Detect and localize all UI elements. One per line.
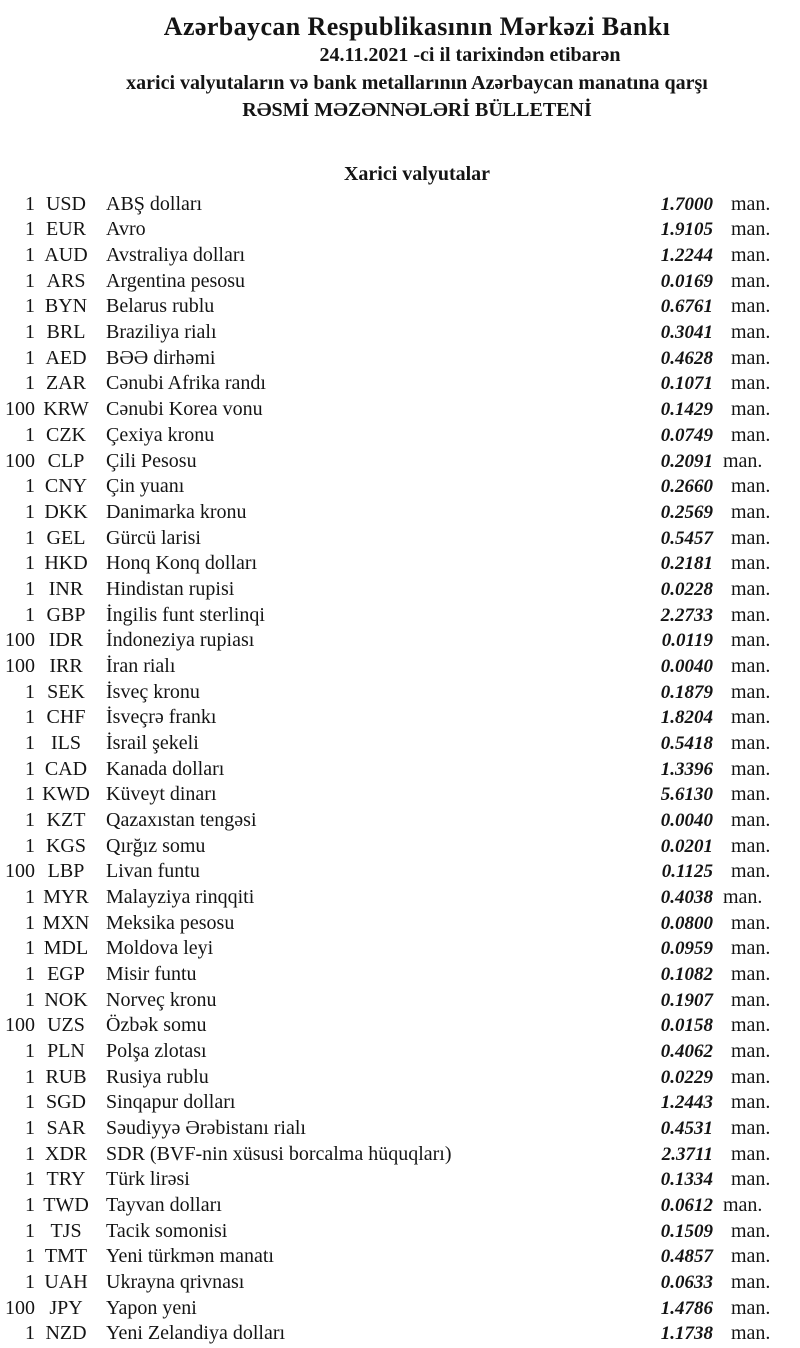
rate-quantity: 1	[25, 885, 35, 908]
rate-value: 1.9105	[660, 219, 713, 241]
currency-code: CNY	[44, 475, 88, 498]
rate-row	[0, 1065, 800, 1091]
unit-label: man.	[731, 372, 771, 395]
unit-label: man.	[731, 1168, 771, 1191]
currency-code: USD	[45, 192, 86, 215]
rate-row	[0, 962, 800, 988]
rate-row	[0, 1270, 800, 1296]
rate-row	[0, 1167, 800, 1193]
rate-value: 0.2660	[660, 476, 713, 498]
rate-quantity: 1	[25, 1091, 35, 1114]
currency-name: İran rialı	[106, 654, 176, 677]
currency-code: JPY	[49, 1296, 83, 1319]
currency-code: KGS	[45, 834, 86, 857]
currency-name: Belarus rublu	[106, 295, 215, 318]
currency-name: Türk lirəsi	[106, 1168, 190, 1191]
rate-row	[0, 192, 800, 218]
rate-quantity: 1	[25, 577, 35, 600]
currency-code: AUD	[44, 244, 88, 267]
unit-label: man.	[731, 654, 771, 677]
rate-quantity: 1	[25, 295, 35, 318]
unit-label: man.	[731, 1065, 771, 1088]
rate-value: 1.3396	[660, 758, 713, 780]
unit-label: man.	[731, 937, 771, 960]
currency-code: EGP	[47, 962, 85, 985]
currency-code: RUB	[45, 1065, 87, 1088]
unit-label: man.	[731, 706, 771, 729]
rate-row	[0, 1193, 800, 1219]
bulletin-title: RƏSMİ MƏZƏNNƏLƏRİ BÜLLETENİ	[242, 99, 592, 122]
currency-code: BYN	[44, 295, 88, 318]
rate-quantity: 1	[25, 1271, 35, 1293]
rate-value: 0.1125	[661, 861, 713, 883]
rate-quantity: 1	[25, 475, 35, 498]
currency-code: CLP	[47, 449, 85, 472]
currency-code: UAH	[44, 1271, 88, 1293]
currency-code: CAD	[44, 757, 88, 780]
currency-name: Moldova leyi	[106, 937, 214, 960]
rate-quantity: 1	[25, 911, 35, 934]
currency-code: ARS	[46, 269, 86, 292]
rate-quantity: 1	[25, 1065, 35, 1088]
rate-value: 1.2244	[660, 245, 713, 267]
rate-value: 0.4531	[660, 1117, 713, 1139]
rate-row	[0, 346, 800, 372]
rate-value: 0.0959	[660, 938, 713, 960]
rate-value: 0.1509	[660, 1220, 713, 1242]
rate-value: 1.2443	[660, 1092, 713, 1114]
currency-name: Meksika pesosu	[106, 911, 235, 934]
rate-row	[0, 1244, 800, 1270]
rate-quantity: 1	[25, 1168, 35, 1191]
rate-value: 5.6130	[660, 784, 713, 806]
subject-line: xarici valyutaların və bank metallarının Azərbaycan manatına qarşı	[126, 71, 708, 94]
rate-quantity: 1	[25, 783, 35, 806]
currency-name: İngilis funt sterlinqi	[106, 603, 265, 626]
unit-label: man.	[731, 783, 771, 806]
rate-value: 0.4062	[660, 1040, 713, 1062]
rate-value: 1.1738	[660, 1323, 713, 1345]
currency-code: EUR	[46, 218, 86, 241]
currency-code: KWD	[42, 783, 90, 806]
rate-quantity: 100	[5, 1014, 35, 1037]
rate-quantity: 1	[25, 526, 35, 549]
rate-value: 0.0040	[660, 809, 713, 831]
unit-label: man.	[731, 1116, 771, 1139]
unit-label: man.	[731, 244, 771, 267]
rate-value: 0.3041	[660, 322, 713, 344]
currency-code: SEK	[47, 680, 85, 703]
unit-label: man.	[731, 834, 771, 857]
unit-label: man.	[731, 1142, 771, 1165]
unit-label: man.	[731, 192, 771, 215]
rate-value: 0.4628	[660, 347, 713, 369]
unit-label: man.	[731, 526, 771, 549]
currency-code: TWD	[43, 1193, 89, 1216]
rate-quantity: 100	[5, 860, 35, 883]
unit-label: man.	[731, 629, 771, 652]
currency-code: IDR	[48, 629, 84, 652]
currency-name: Özbək somu	[106, 1014, 207, 1037]
currency-name: Qazaxıstan tengəsi	[106, 808, 257, 831]
bank-title: Azərbaycan Respublikasının Mərkəzi Bankı	[163, 12, 671, 41]
currency-name: Yapon yeni	[106, 1296, 197, 1319]
rate-row	[0, 1039, 800, 1065]
rate-row	[0, 1219, 800, 1245]
unit-label: man.	[731, 1219, 771, 1242]
rate-quantity: 1	[25, 603, 35, 626]
rate-quantity: 1	[25, 757, 35, 780]
effective-date-line: 24.11.2021 -ci il tarixindən etibarən	[319, 44, 621, 66]
unit-label: man.	[731, 218, 771, 241]
rate-quantity: 1	[25, 552, 35, 575]
currency-name: Səudiyyə Ərəbistanı rialı	[106, 1116, 306, 1139]
rate-row	[0, 628, 800, 654]
currency-code: GBP	[46, 603, 86, 626]
currency-name: Avstraliya dolları	[106, 244, 246, 267]
rate-row	[0, 988, 800, 1014]
rate-row	[0, 294, 800, 320]
currency-code: SGD	[45, 1091, 86, 1114]
currency-code: TRY	[46, 1168, 86, 1191]
rate-row	[0, 680, 800, 706]
unit-label: man.	[731, 295, 771, 318]
rate-value: 0.1879	[660, 681, 713, 703]
unit-label: man.	[731, 500, 771, 523]
currency-code: MYR	[43, 885, 89, 908]
rate-value: 0.1071	[660, 373, 713, 395]
currency-code: IRR	[49, 654, 83, 677]
currency-name: Misir funtu	[106, 962, 197, 985]
rate-value: 0.0119	[661, 630, 713, 652]
currency-code: DKK	[44, 500, 88, 523]
currency-name: BƏƏ dirhəmi	[106, 346, 216, 369]
currency-name: Livan funtu	[106, 860, 200, 883]
currency-code: XDR	[44, 1142, 88, 1165]
rate-row	[0, 500, 800, 526]
rate-quantity: 1	[25, 500, 35, 523]
currency-code: AED	[45, 346, 87, 369]
rate-value: 0.0612	[660, 1194, 713, 1216]
currency-name: Cənubi Afrika randı	[106, 372, 266, 395]
unit-label: man.	[723, 449, 763, 472]
currency-name: İsrail şekeli	[106, 731, 199, 754]
currency-code: NOK	[44, 988, 88, 1011]
rate-row	[0, 423, 800, 449]
rate-value: 0.6761	[660, 296, 713, 318]
rate-row	[0, 320, 800, 346]
rate-quantity: 1	[25, 988, 35, 1011]
rate-value: 0.1429	[660, 399, 713, 421]
unit-label: man.	[731, 1039, 771, 1062]
rate-quantity: 1	[25, 244, 35, 267]
currency-code: HKD	[44, 552, 88, 575]
section-title-foreign-currencies: Xarici valyutalar	[343, 162, 491, 185]
currency-name: Sinqapur dolları	[106, 1091, 236, 1114]
rate-quantity: 1	[25, 269, 35, 292]
rate-quantity: 1	[25, 321, 35, 344]
unit-label: man.	[723, 885, 763, 908]
rate-row	[0, 911, 800, 937]
rate-quantity: 100	[5, 654, 35, 677]
rate-quantity: 1	[25, 680, 35, 703]
unit-label: man.	[731, 552, 771, 575]
unit-label: man.	[731, 321, 771, 344]
rate-quantity: 1	[25, 218, 35, 241]
unit-label: man.	[731, 731, 771, 754]
rate-row	[0, 757, 800, 783]
rate-quantity: 1	[25, 192, 35, 215]
currency-name: Küveyt dinarı	[106, 783, 217, 806]
rate-value: 0.1082	[660, 963, 713, 985]
rate-value: 1.8204	[660, 707, 713, 729]
unit-label: man.	[731, 346, 771, 369]
currency-name: Malayziya rinqqiti	[106, 885, 255, 908]
rate-row	[0, 551, 800, 577]
rate-value: 0.0633	[660, 1272, 713, 1293]
rate-value: 0.5418	[660, 732, 713, 754]
currency-name: Gürcü larisi	[106, 526, 201, 549]
currency-code: PLN	[47, 1039, 85, 1062]
currency-name: Argentina pesosu	[106, 269, 246, 292]
rate-row	[0, 269, 800, 295]
rate-value: 0.0201	[660, 835, 713, 857]
rate-value: 0.2181	[660, 553, 713, 575]
rate-row	[0, 449, 800, 475]
unit-label: man.	[731, 1014, 771, 1037]
currency-code: MDL	[43, 937, 89, 960]
rate-row	[0, 603, 800, 629]
unit-label: man.	[731, 680, 771, 703]
unit-label: man.	[731, 475, 771, 498]
currency-name: Polşa zlotası	[106, 1039, 207, 1062]
rate-row	[0, 834, 800, 860]
rate-quantity: 1	[25, 962, 35, 985]
currency-code: KZT	[46, 808, 86, 831]
rate-value: 0.0169	[660, 270, 713, 292]
rate-row	[0, 397, 800, 423]
rate-quantity: 100	[5, 398, 35, 421]
currency-code: KRW	[43, 398, 89, 421]
rate-quantity: 1	[25, 1193, 35, 1216]
rate-row	[0, 1013, 800, 1039]
currency-name: İndoneziya rupiası	[106, 629, 255, 652]
rate-row	[0, 1321, 800, 1347]
rate-row	[0, 577, 800, 603]
currency-name: Cənubi Korea vonu	[106, 398, 263, 421]
rate-value: 1.4786	[660, 1297, 713, 1319]
rate-quantity: 100	[5, 449, 35, 472]
rate-row	[0, 705, 800, 731]
currency-code: CZK	[46, 423, 86, 446]
currency-code: TMT	[44, 1245, 88, 1268]
currency-name: Yeni türkmən manatı	[106, 1245, 274, 1268]
rate-row	[0, 808, 800, 834]
rate-value: 0.0749	[660, 424, 713, 446]
rate-value: 0.0229	[660, 1066, 713, 1088]
rate-row	[0, 1142, 800, 1168]
currency-name: ABŞ dolları	[106, 192, 203, 215]
currency-code: ILS	[51, 731, 81, 754]
currency-code: NZD	[45, 1322, 87, 1345]
rate-quantity: 1	[25, 1322, 35, 1345]
rate-quantity: 100	[5, 629, 35, 652]
rate-row	[0, 731, 800, 757]
rate-value: 0.1334	[660, 1169, 713, 1191]
currency-name: Rusiya rublu	[106, 1065, 209, 1088]
unit-label: man.	[731, 1322, 771, 1345]
currency-name: Yeni Zelandiya dolları	[106, 1322, 286, 1345]
rate-quantity: 1	[25, 372, 35, 395]
currency-code: CHF	[46, 706, 86, 729]
unit-label: man.	[731, 269, 771, 292]
rate-quantity: 1	[25, 731, 35, 754]
currency-name: Qırğız somu	[106, 834, 206, 857]
rate-value: 0.4857	[660, 1246, 713, 1268]
rate-quantity: 1	[25, 834, 35, 857]
rate-value: 0.0040	[660, 655, 713, 677]
currency-name: Danimarka kronu	[106, 500, 247, 523]
rates-table	[0, 192, 800, 1347]
rate-value: 0.2569	[660, 501, 713, 523]
unit-label: man.	[731, 962, 771, 985]
unit-label: man.	[731, 1296, 771, 1319]
rate-row	[0, 217, 800, 243]
rate-value: 0.1907	[660, 989, 713, 1011]
rate-row	[0, 1296, 800, 1322]
rate-row	[0, 526, 800, 552]
currency-code: BRL	[46, 321, 86, 344]
unit-label: man.	[731, 398, 771, 421]
rate-quantity: 1	[25, 937, 35, 960]
unit-label: man.	[731, 1245, 771, 1268]
unit-label: man.	[731, 1091, 771, 1114]
rate-quantity: 1	[25, 1219, 35, 1242]
unit-label: man.	[731, 603, 771, 626]
unit-label: man.	[731, 757, 771, 780]
rate-quantity: 1	[25, 423, 35, 446]
currency-name: Çili Pesosu	[106, 449, 197, 472]
currency-code: TJS	[50, 1219, 82, 1242]
currency-name: SDR (BVF-nin xüsusi borcalma hüquqları)	[106, 1142, 452, 1165]
currency-name: İsveçrə frankı	[106, 706, 217, 729]
unit-label: man.	[731, 860, 771, 883]
rate-row	[0, 371, 800, 397]
currency-code: LBP	[47, 860, 85, 883]
currency-code: SAR	[46, 1116, 86, 1139]
currency-name: Tacik somonisi	[106, 1219, 228, 1242]
currency-code: ZAR	[46, 372, 86, 395]
rate-value: 2.3711	[661, 1143, 713, 1165]
currency-name: Norveç kronu	[106, 988, 217, 1011]
currency-code: MXN	[42, 911, 90, 934]
unit-label: man.	[731, 577, 771, 600]
unit-label: man.	[723, 1193, 763, 1216]
rate-quantity: 1	[25, 346, 35, 369]
rate-quantity: 1	[25, 1142, 35, 1165]
currency-name: Honq Konq dolları	[106, 552, 258, 575]
currency-name: Çin yuanı	[106, 475, 185, 498]
currency-code: UZS	[47, 1014, 85, 1037]
bulletin-header	[0, 0, 800, 125]
rate-value: 0.5457	[660, 527, 713, 549]
rate-row	[0, 474, 800, 500]
unit-label: man.	[731, 423, 771, 446]
currency-name: Avro	[106, 218, 146, 241]
rate-row	[0, 1090, 800, 1116]
rate-quantity: 1	[25, 706, 35, 729]
unit-label: man.	[731, 911, 771, 934]
rate-value: 2.2733	[660, 604, 713, 626]
rate-value: 1.7000	[660, 193, 713, 215]
rate-row	[0, 654, 800, 680]
unit-label: man.	[731, 1271, 771, 1293]
rate-quantity: 1	[25, 808, 35, 831]
rate-quantity: 1	[25, 1116, 35, 1139]
currency-name: Tayvan dolları	[106, 1193, 222, 1216]
currency-name: Kanada dolları	[106, 757, 225, 780]
rate-value: 0.0228	[660, 578, 713, 600]
rate-row	[0, 243, 800, 269]
currency-code: INR	[48, 577, 84, 600]
rate-row	[0, 859, 800, 885]
unit-label: man.	[731, 808, 771, 831]
rate-quantity: 100	[5, 1296, 35, 1319]
rate-value: 0.0800	[660, 912, 713, 934]
rate-quantity: 1	[25, 1039, 35, 1062]
currency-name: Çexiya kronu	[106, 423, 215, 446]
rate-row	[0, 782, 800, 808]
currency-code: GEL	[46, 526, 86, 549]
currency-name: Hindistan rupisi	[106, 577, 235, 600]
rate-row	[0, 1116, 800, 1142]
currency-name: Ukrayna qrivnası	[106, 1271, 245, 1293]
currency-name: Braziliya rialı	[106, 321, 217, 344]
rate-value: 0.4038	[660, 886, 713, 908]
currency-name: İsveç kronu	[106, 680, 200, 703]
rate-value: 0.0158	[660, 1015, 713, 1037]
rate-row	[0, 936, 800, 962]
rate-row	[0, 885, 800, 911]
unit-label: man.	[731, 988, 771, 1011]
rate-value: 0.2091	[660, 450, 713, 472]
rate-quantity: 1	[25, 1245, 35, 1268]
